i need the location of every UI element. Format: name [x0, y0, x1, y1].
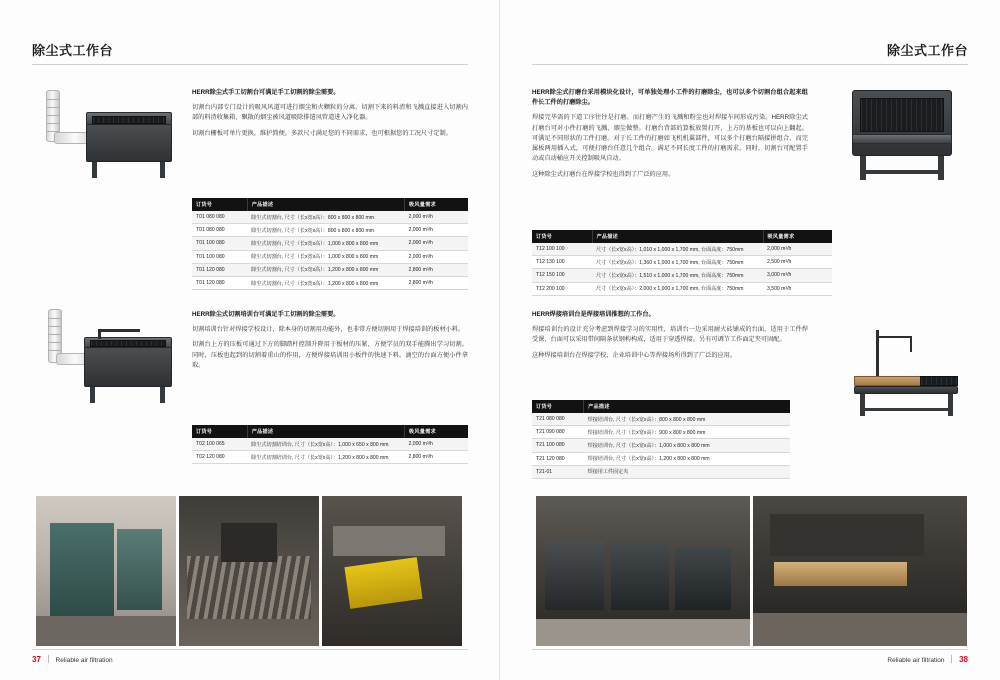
page-title-left: 除尘式工作台	[32, 43, 114, 58]
cell-code: T01 120 080	[192, 263, 247, 276]
section1-table-right	[532, 230, 832, 296]
section2-heading-right: HERR焊接培训台是焊接培训推想的工作台。	[532, 311, 655, 318]
photo-strip-right	[536, 496, 967, 646]
cell-code: T01 100 080	[192, 250, 247, 263]
table-row	[192, 451, 468, 464]
cell-desc: 除尘式切割培训台, 尺寸（长x宽x高）：1,200 x 800 x 800 mm	[247, 451, 404, 464]
cell-air: 2,000 m³/h	[405, 438, 468, 451]
page-number-left: 37	[32, 655, 41, 664]
footer-divider-right	[532, 649, 968, 650]
welding-training-booth-photo	[36, 496, 176, 646]
cell-desc: 尺寸（长x宽x高）：2,000 x 1,000 x 1,700 mm, 台面高度：750mm	[592, 282, 763, 295]
table-row	[192, 250, 468, 263]
table-row	[192, 211, 468, 224]
cell-air: 2,500 m³/h	[763, 256, 832, 269]
cell-code: T21 080 080	[532, 413, 584, 426]
cell-air: 2,000 m³/h	[405, 237, 468, 250]
cell-code: T01 080 080	[192, 224, 247, 237]
section2-table-left	[192, 425, 468, 464]
section1-text-left	[192, 88, 468, 144]
cell-code: T02 100 065	[192, 438, 247, 451]
welding-training-table-illustration	[838, 330, 978, 430]
cell-desc: 焊接用工件固定夹	[584, 465, 790, 478]
right-page	[500, 0, 1000, 680]
cell-desc: 尺寸（长x宽x高）：1,010 x 1,000 x 1,700 mm, 台面高度：750mm	[592, 243, 763, 256]
cell-air: 3,000 m³/h	[763, 269, 832, 282]
cell-air: 2,000 m³/h	[763, 243, 832, 256]
th-desc: 产品描述	[247, 425, 404, 438]
page-number-right: 38	[959, 655, 968, 664]
cell-code: T12 130 100	[532, 256, 592, 269]
cell-code: T12 200 100	[532, 282, 592, 295]
section2-para1-left: 切割培训台针对焊接学校设计，除本身的切割用功能外，也非常方便切割用于焊接培训的板材小料。	[192, 326, 465, 334]
cell-desc: 焊接培训台, 尺寸（长x宽x高）：800 x 800 x 800 mm	[584, 413, 790, 426]
table-row	[192, 276, 468, 289]
table-row	[532, 269, 832, 282]
table-row	[532, 426, 790, 439]
cell-desc: 尺寸（长x宽x高）：1,510 x 1,000 x 1,700 mm, 台面高度：750mm	[592, 269, 763, 282]
cell-air: 3,500 m³/h	[763, 282, 832, 295]
section1-heading-left: HERR除尘式手工切割台可满足手工切割的除尘需要。	[192, 89, 340, 96]
table-row	[532, 256, 832, 269]
table-row	[532, 282, 832, 295]
footer-right	[887, 655, 968, 664]
section2-para2-right: 这种焊接培训台在焊接学校、企业培训中心等焊接场所得到了广泛的应用。	[532, 351, 737, 359]
th-air: 吸风量需求	[405, 198, 468, 211]
cell-code: T21 120 080	[532, 452, 584, 465]
cutting-table-illustration	[38, 82, 178, 187]
section2-para1-right: 焊接培训台的设计充分考虑到焊接学习的实用性，培训台一边采用耐火砖铺成的台面，适用于工件焊受课，台面可以采用带间隔条状钢构构成，适用于穿透焊接。另有可调节工作面定夹可固配。	[532, 326, 808, 344]
cell-code: T01 120 080	[192, 276, 247, 289]
cell-desc: 除尘式切割培训台, 尺寸（长x宽x高）：1,000 x 650 x 800 mm	[247, 438, 404, 451]
title-divider-left	[32, 64, 468, 65]
table-row	[192, 438, 468, 451]
cell-desc: 除尘式切割台, 尺寸（长x宽x高）：1,200 x 800 x 800 mm	[247, 276, 404, 289]
footer-text-right: Reliable air filtration	[887, 657, 945, 664]
th-desc: 产品描述	[592, 230, 763, 243]
cell-air: 2,800 m³/h	[405, 276, 468, 289]
cell-desc: 焊接培训台, 尺寸（长x宽x高）：900 x 800 x 800 mm	[584, 426, 790, 439]
cell-code: T01 080 080	[192, 211, 247, 224]
cell-desc: 除尘式切割台, 尺寸（长x宽x高）：1,200 x 800 x 800 mm	[247, 263, 404, 276]
th-code: 订货号	[192, 198, 247, 211]
cell-desc: 除尘式切割台, 尺寸（长x宽x高）：800 x 800 x 800 mm	[247, 224, 404, 237]
table-row	[532, 452, 790, 465]
section1-para1-right: 焊接完毕需的下道工序往往是打磨。而打磨产生的飞溅和粉尘也对焊接车间形成污染。HERR除尘式打磨台可对小件打磨的飞溅、烟尘做整。打磨台背部的算板放置打开，上方的基板也可以向上翻起。可满足不同形状的工件打磨。对于长工件的打磨如飞机机翼部件，可以多个打磨台隔接拼组合，而完属板两用插入式，可便打磨台任意几个组合。满足不同长度工件的打磨需求。同时，切割台可配置手动或自动桶应开关控制吸风自动。	[532, 114, 808, 163]
footer-left	[32, 655, 113, 664]
table-row	[192, 224, 468, 237]
cell-desc: 除尘式切割台, 尺寸（长x宽x高）：1,000 x 800 x 800 mm	[247, 250, 404, 263]
cell-code: T21-01	[532, 465, 584, 478]
cell-air: 2,800 m³/h	[405, 263, 468, 276]
cell-code: T12 100 100	[532, 243, 592, 256]
cell-code: T21 100 080	[532, 439, 584, 452]
footer-text-left: Reliable air filtration	[55, 657, 113, 664]
section2-table-right	[532, 400, 790, 479]
th-desc: 产品描述	[247, 198, 404, 211]
section1-heading-right: HERR除尘式打磨台采用模块化设计，可单独处理小工件的打磨除尘，也可以多个切割台组合起来组件长工件的打磨除尘。	[532, 89, 808, 107]
cell-code: T02 120 080	[192, 451, 247, 464]
cell-desc: 焊接培训台, 尺寸（长x宽x高）：1,200 x 800 x 800 mm	[584, 452, 790, 465]
grinding-table-illustration	[838, 84, 968, 194]
table-row	[532, 439, 790, 452]
th-air: 吸风量需求	[763, 230, 832, 243]
th-air: 吸风量需求	[405, 425, 468, 438]
cell-desc: 除尘式切割台, 尺寸（长x宽x高）：1,000 x 800 x 800 mm	[247, 237, 404, 250]
section1-para2-right: 这种除尘式打磨台在焊接学校也得到了广泛的应用。	[532, 170, 675, 178]
th-code: 订货号	[192, 425, 247, 438]
table-row	[532, 465, 790, 478]
th-code: 订货号	[532, 400, 584, 413]
table-row	[532, 243, 832, 256]
cell-desc: 尺寸（长x宽x高）：1,360 x 1,000 x 1,700 mm, 台面高度：750mm	[592, 256, 763, 269]
cell-code: T01 100 080	[192, 237, 247, 250]
footer-divider-left	[32, 649, 468, 650]
section2-text-left	[192, 310, 468, 376]
th-code: 订货号	[532, 230, 592, 243]
section2-heading-left: HERR除尘式切割培训台可满足手工切割的除尘需要。	[192, 311, 340, 318]
cell-air: 2,000 m³/h	[405, 211, 468, 224]
th-desc: 产品描述	[584, 400, 790, 413]
table-row	[192, 263, 468, 276]
cell-desc: 除尘式切割台, 尺寸（长x宽x高）：800 x 800 x 800 mm	[247, 211, 404, 224]
cutting-table-grate-photo	[179, 496, 319, 646]
cell-air: 2,000 m³/h	[405, 250, 468, 263]
page-title-right: 除尘式工作台	[886, 43, 968, 58]
cutting-training-table-illustration	[38, 305, 178, 415]
footer-separator	[48, 655, 49, 663]
cell-air: 2,800 m³/h	[405, 451, 468, 464]
section1-table-left	[192, 198, 468, 290]
grinding-tables-row-photo	[536, 496, 750, 646]
magnetic-clamp-photo	[322, 496, 462, 646]
footer-separator	[951, 655, 952, 663]
section1-text-right	[532, 88, 808, 185]
section2-para2-left: 切割台上方的压板可通过下方的脚踏杆控制升降用于板材的压紧，方便学员的双手能腾出学习切割。同时，压板也起到的切割着重山的作用，方便焊接培训用小板件的快速下料。滴空的台面方便小件拿取。	[192, 341, 468, 369]
section1-para1-left: 切割台内部专门设计的吸风风道可进行烟尘和火颗粒的分离，切割下来的料渣和飞溅直接进入切割内部的料渣收集箱，飘散的烟尘被风道吸除排遣风管道进入净化器。	[192, 104, 468, 122]
cell-code: T21 090 080	[532, 426, 584, 439]
title-divider-right	[532, 64, 968, 65]
cell-desc: 焊接培训台, 尺寸（长x宽x高）：1,000 x 800 x 800 mm	[584, 439, 790, 452]
table-row	[192, 237, 468, 250]
cell-code: T12 150 100	[532, 269, 592, 282]
welding-training-table-photo	[753, 496, 967, 646]
section2-text-right	[532, 310, 808, 366]
cell-air: 2,000 m³/h	[405, 224, 468, 237]
photo-strip-left	[36, 496, 462, 646]
section1-para2-left: 切割台栅板可单片更换，维护简便。多款尺寸满足您的不同需求，也可根据您的工况尺寸定制。	[192, 129, 452, 137]
table-row	[532, 413, 790, 426]
